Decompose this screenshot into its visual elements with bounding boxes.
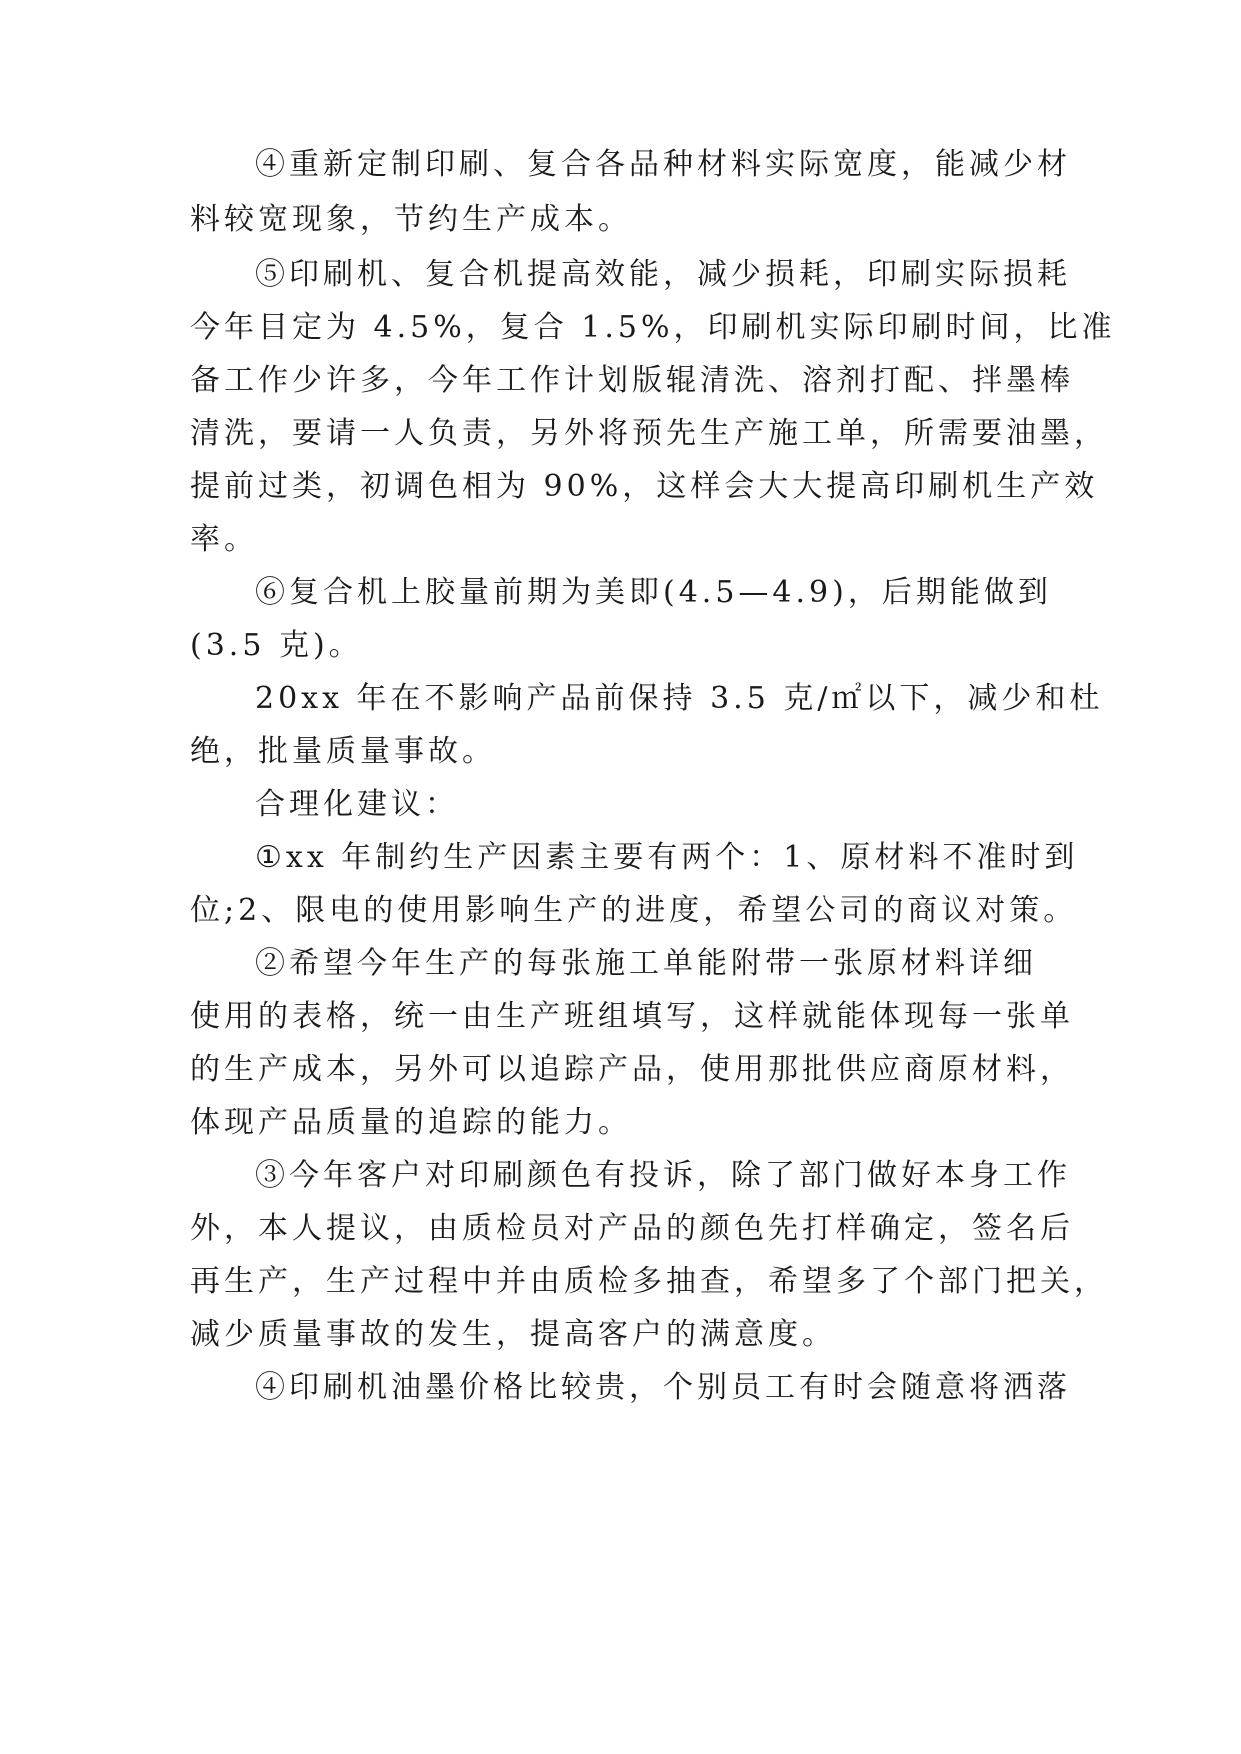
paragraph-line: ⑤印刷机、复合机提高效能，减少损耗，印刷实际损耗 xyxy=(255,257,1071,292)
paragraph-line: ②希望今年生产的每张施工单能附带一张原材料详细 xyxy=(255,946,1037,981)
paragraph-line: (3.5 克)。 xyxy=(190,628,363,663)
paragraph-line: 体现产品质量的追踪的能力。 xyxy=(190,1105,632,1140)
paragraph-line: ④重新定制印刷、复合各品种材料实际宽度，能减少材 xyxy=(255,147,1071,182)
paragraph-line: 位;2、限电的使用影响生产的进度，希望公司的商议对策。 xyxy=(190,893,1078,928)
paragraph-line: 绝，批量质量事故。 xyxy=(190,734,496,769)
paragraph-line: 提前过类，初调色相为 90%，这样会大大提高印刷机生产效 xyxy=(190,469,1099,504)
paragraph-line: 外，本人提议，由质检员对产品的颜色先打样确定，签名后 xyxy=(190,1211,1074,1246)
paragraph-line: 备工作少许多，今年工作计划版辊清洗、溶剂打配、拌墨棒 xyxy=(190,363,1074,398)
paragraph-line: 清洗，要请一人负责，另外将预先生产施工单，所需要油墨， xyxy=(190,416,1108,451)
paragraph-line: 的生产成本，另外可以追踪产品，使用那批供应商原材料， xyxy=(190,1052,1074,1087)
section-heading: 合理化建议： xyxy=(255,787,459,822)
paragraph-line: 再生产，生产过程中并由质检多抽查，希望多了个部门把关， xyxy=(190,1264,1108,1299)
paragraph-line: ④印刷机油墨价格比较贵，个别员工有时会随意将洒落 xyxy=(255,1370,1071,1405)
paragraph-line: 今年目定为 4.5%，复合 1.5%，印刷机实际印刷时间，比准 xyxy=(190,310,1116,345)
paragraph-line: ①xx 年制约生产因素主要有两个：1、原材料不准时到 xyxy=(255,840,1079,875)
paragraph-line: ③今年客户对印刷颜色有投诉，除了部门做好本身工作 xyxy=(255,1158,1071,1193)
paragraph-line: 减少质量事故的发生，提高客户的满意度。 xyxy=(190,1317,836,1352)
paragraph-line: 使用的表格，统一由生产班组填写，这样就能体现每一张单 xyxy=(190,999,1074,1034)
paragraph-line: 料较宽现象，节约生产成本。 xyxy=(190,202,632,237)
paragraph-line: 20xx 年在不影响产品前保持 3.5 克/㎡以下，减少和杜 xyxy=(255,681,1104,716)
paragraph-line: 率。 xyxy=(190,522,258,557)
paragraph-line: ⑥复合机上胶量前期为美即(4.5—4.9)，后期能做到 xyxy=(255,575,1052,610)
